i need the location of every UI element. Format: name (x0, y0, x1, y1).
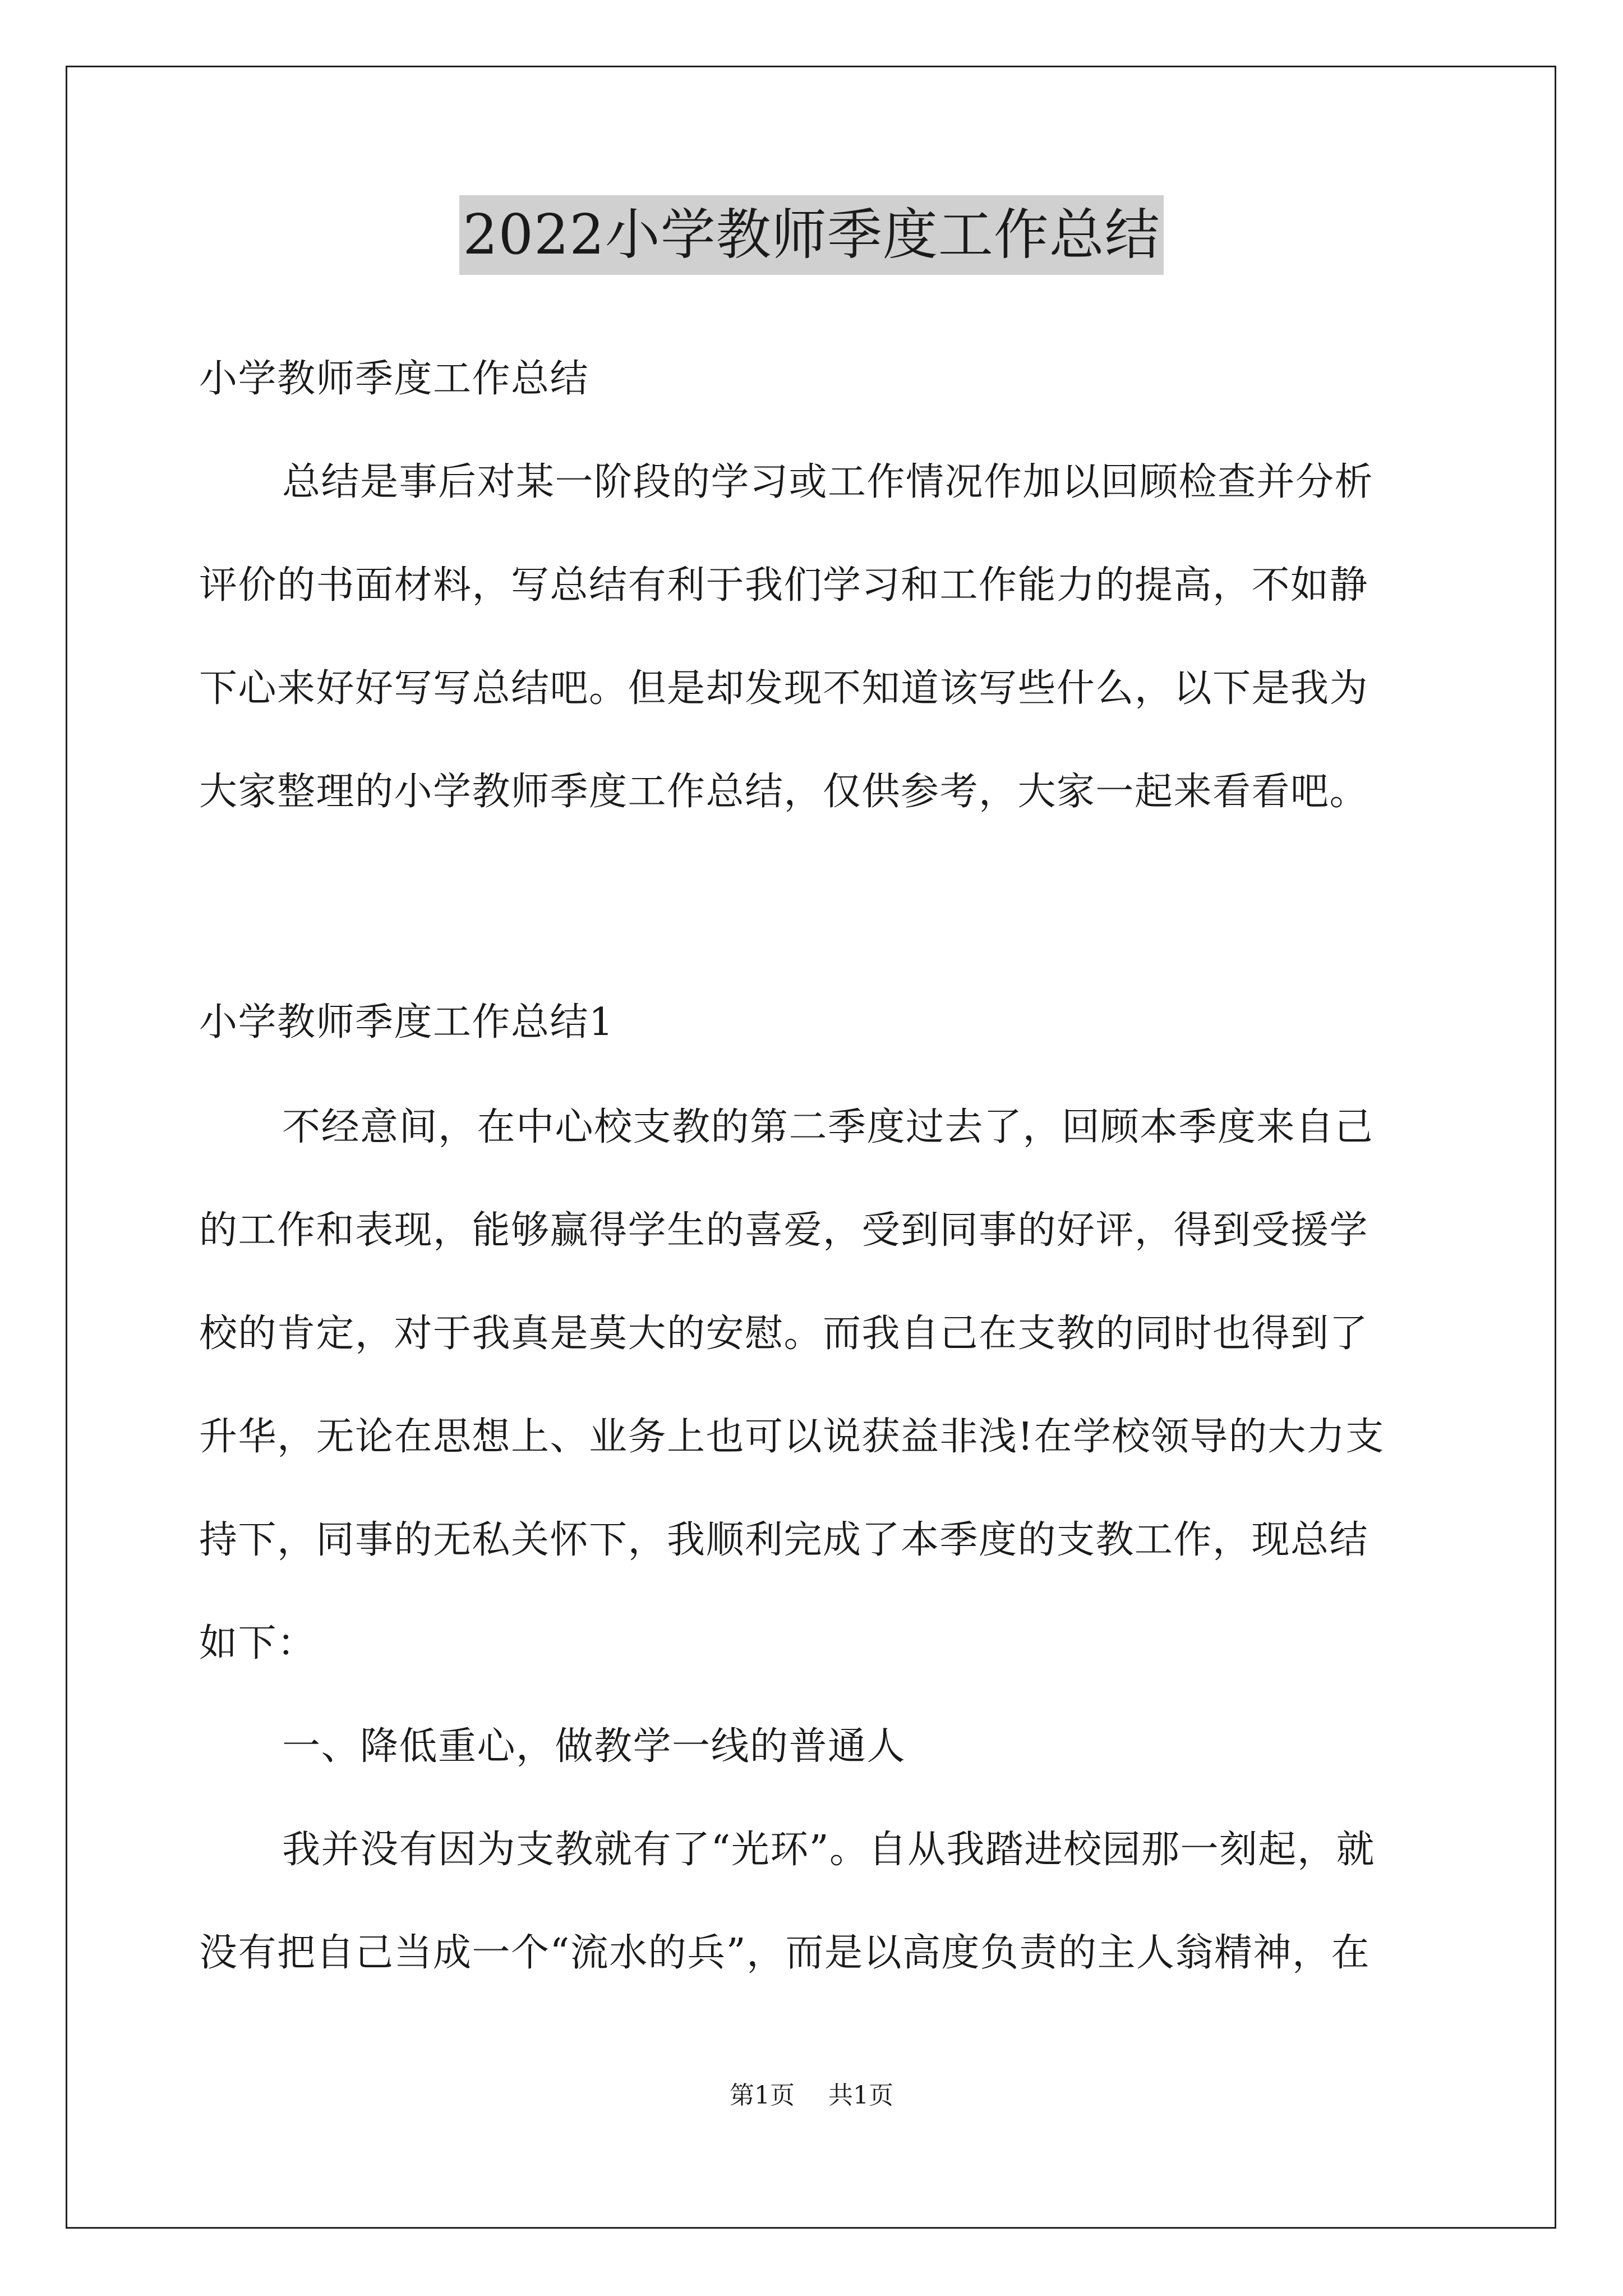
section-heading: 小学教师季度工作总结1 (199, 1000, 614, 1045)
section1-paragraph (199, 1101, 1436, 1720)
page-footer (0, 2079, 1623, 2113)
paragraph-line: 下心来好好写写总结吧。但是却发现不知道该写些什么，以下是我为 (199, 666, 1369, 711)
paragraph-line: 大家整理的小学教师季度工作总结，仅供参考，大家一起来看看吧。 (199, 770, 1369, 814)
paragraph-line: 没有把自己当成一个“流水的兵”，而是以高度负责的主人翁精神，在 (199, 1931, 1371, 1975)
point-heading: 一、降低重心，做教学一线的普通人 (282, 1724, 906, 1769)
document-title: 2022小学教师季度工作总结 (459, 195, 1163, 275)
paragraph-line: 持下，同事的无私关怀下，我顺利完成了本季度的支教工作，现总结 (199, 1518, 1369, 1562)
paragraph-line: 评价的书面材料，写总结有利于我们学习和工作能力的提高，不如静 (199, 563, 1369, 608)
paragraph-line: 校的肯定，对于我真是莫大的安慰。而我自己在支教的同时也得到了 (199, 1312, 1369, 1356)
paragraph-line: 升华，无论在思想上、业务上也可以说获益非浅!在学校领导的大力支 (199, 1415, 1385, 1459)
paragraph-line: 我并没有因为支教就有了“光环”。自从我踏进校园那一刻起，就 (282, 1828, 1376, 1872)
paragraph-line: 总结是事后对某一阶段的学习或工作情况作加以回顾检查并分析 (282, 460, 1374, 504)
title-container (0, 195, 1623, 275)
section-heading-block (199, 996, 1436, 1050)
paragraph-line: 不经意间，在中心校支教的第二季度过去了，回顾本季度来自己 (282, 1105, 1374, 1149)
point1-paragraph (199, 1823, 1436, 2030)
point-heading-block (199, 1720, 1436, 1774)
intro-paragraph (199, 455, 1436, 868)
page-total: 共1页 (828, 2081, 893, 2110)
page-number: 第1页 (730, 2081, 795, 2110)
document-subtitle: 小学教师季度工作总结 (199, 357, 589, 401)
paragraph-line: 的工作和表现，能够赢得学生的喜爱，受到同事的好评，得到受援学 (199, 1208, 1369, 1253)
subtitle-block (199, 352, 1436, 406)
paragraph-line: 如下： (199, 1621, 316, 1665)
